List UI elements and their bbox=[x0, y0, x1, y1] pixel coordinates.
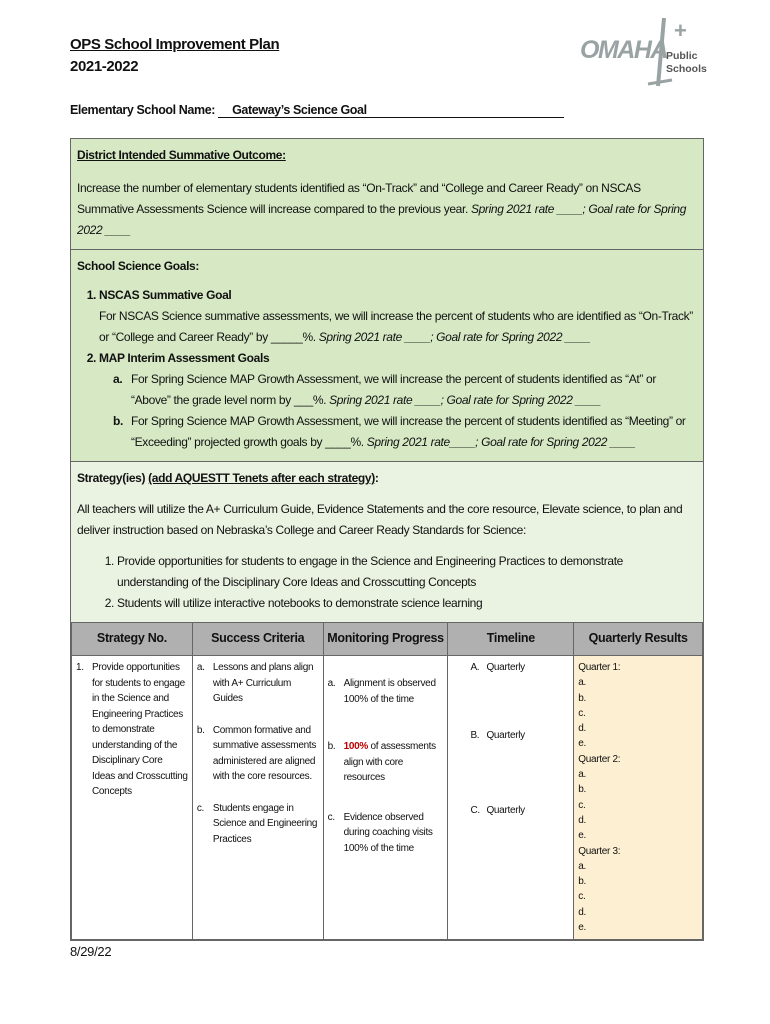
goal-nscas-title: NSCAS Summative Goal bbox=[99, 288, 232, 302]
result-item: d. bbox=[578, 723, 586, 735]
goal-nscas-body: For NSCAS Science summative assessments, we will increase the percent of students who are identified as “On-Track” or “College and Career Ready” by _____%. bbox=[99, 309, 693, 344]
district-outcome-rates: Spring 2021 rate ____; Goal rate for Spring 2022 ____ bbox=[77, 202, 687, 237]
logo-word: OMAHA bbox=[580, 36, 667, 64]
district-outcome-body: Increase the number of elementary students identified as “On-Track” and “College and Career Ready” on NSCAS Summative Assessments Science will increase compared to the previous year. bbox=[77, 181, 641, 216]
result-item: d. bbox=[578, 814, 586, 826]
goal-map-a-marker: a. bbox=[113, 372, 123, 386]
goal-nscas-rates: Spring 2021 rate ____; Goal rate for Spring 2022 ____ bbox=[318, 330, 591, 344]
district-outcome-heading: District Intended Summative Outcome: bbox=[77, 148, 286, 162]
monitoring-marker: a. bbox=[327, 678, 336, 689]
monitoring-item bbox=[328, 676, 444, 707]
strategies-heading-c: : bbox=[374, 471, 379, 485]
monitoring-item bbox=[328, 739, 444, 786]
goal-nscas bbox=[99, 285, 697, 348]
strategies-heading-a: Strategy(ies) bbox=[77, 471, 149, 485]
school-goals-section bbox=[71, 250, 703, 462]
school-goals-heading: School Science Goals: bbox=[77, 259, 200, 273]
timeline-text: Quarterly bbox=[486, 662, 525, 673]
timeline-text: Quarterly bbox=[486, 729, 525, 741]
criteria-item bbox=[197, 801, 319, 848]
quarter-1-label: Quarter 1: bbox=[578, 662, 621, 673]
omaha-public-schools-logo bbox=[578, 14, 707, 94]
timeline-marker: B. bbox=[470, 729, 480, 741]
timeline-cell bbox=[448, 656, 574, 940]
goal-map-b bbox=[113, 411, 697, 453]
monitoring-marker: c. bbox=[327, 811, 335, 823]
district-outcome-section bbox=[71, 139, 703, 250]
strategy-text: Provide opportunities for students to engage in the Science and Engineering Practices to demonstrate understanding of the Disciplinary Core Ideas and Crosscutting Concepts bbox=[92, 662, 188, 797]
goal-map-b-marker: b. bbox=[113, 414, 123, 428]
monitoring-cell bbox=[323, 656, 448, 940]
logo-line2: Schools bbox=[666, 63, 707, 75]
strategy-item: 2. Students will utilize interactive notebooks to demonstrate science learning bbox=[117, 593, 697, 614]
col-strategy-no: Strategy No. bbox=[72, 623, 193, 656]
result-item: b. bbox=[578, 784, 586, 796]
district-outcome-text bbox=[77, 178, 697, 241]
school-name-value: Gateway’s Science Goal bbox=[218, 103, 564, 118]
results-cell bbox=[574, 656, 703, 940]
result-item: a. bbox=[578, 769, 586, 781]
timeline-text: Quarterly bbox=[486, 805, 525, 816]
school-name-line bbox=[70, 103, 564, 118]
result-item: c. bbox=[578, 799, 586, 811]
table-row bbox=[72, 656, 703, 940]
school-name-label: Elementary School Name: bbox=[70, 103, 216, 117]
monitoring-text: Alignment is observed 100% of the time bbox=[343, 678, 436, 705]
timeline-item bbox=[470, 728, 569, 744]
goal-map-a-body: For Spring Science MAP Growth Assessment, we will increase the percent of students identified as “At” or “Above” the grade level norm by ___%. bbox=[131, 372, 656, 407]
goal-map-a-rates: Spring 2021 rate ____; Goal rate for Spring 2022 ____ bbox=[329, 393, 601, 407]
result-item: e. bbox=[578, 738, 586, 750]
strategy-item: 1. Provide opportunities for students to engage in the Science and Engineering Practices to demonstrate understanding of the Disciplinary Core Ideas and Crosscutting Concepts bbox=[117, 551, 697, 593]
result-item: b. bbox=[578, 692, 586, 704]
result-item: e. bbox=[578, 922, 586, 934]
quarter-2-label: Quarter 2: bbox=[578, 753, 621, 765]
result-item: e. bbox=[578, 830, 586, 842]
timeline-item bbox=[470, 660, 569, 676]
school-goals-list bbox=[77, 285, 697, 453]
goal-map-a bbox=[113, 369, 697, 411]
goal-map-sublist bbox=[99, 369, 697, 453]
timeline-marker: A. bbox=[470, 662, 480, 673]
strategies-section bbox=[71, 462, 703, 622]
criteria-marker: c. bbox=[196, 802, 205, 814]
monitoring-item bbox=[328, 810, 444, 857]
table-header-row bbox=[72, 623, 703, 656]
result-item: b. bbox=[578, 876, 586, 888]
timeline-marker: C. bbox=[470, 805, 480, 816]
monitoring-marker: b. bbox=[327, 741, 336, 752]
col-quarterly-results: Quarterly Results bbox=[574, 623, 703, 656]
col-monitoring-progress: Monitoring Progress bbox=[323, 623, 448, 656]
strategy-cell bbox=[72, 656, 193, 940]
goal-nscas-text bbox=[99, 306, 697, 348]
criteria-item bbox=[197, 723, 319, 785]
strategy-marker: 1. bbox=[76, 662, 84, 673]
monitoring-text: Evidence observed during coaching visits 100% of the time bbox=[343, 811, 433, 854]
strategy-table bbox=[71, 622, 703, 940]
goal-map-title: MAP Interim Assessment Goals bbox=[99, 351, 270, 365]
result-item: a. bbox=[578, 677, 586, 689]
goal-map-b-body: For Spring Science MAP Growth Assessment, we will increase the percent of students identified as “Meeting” or “Exceeding” projected growth goals by ____%. bbox=[131, 414, 686, 449]
result-item: c. bbox=[578, 891, 586, 903]
strategies-intro: All teachers will utilize the A+ Curriculum Guide, Evidence Statements and the core resource, Elevate science, to plan and deliver instruction based on Nebraska’s College and Career Ready Standards for Science: bbox=[77, 502, 683, 537]
logo-line1: Public bbox=[666, 50, 698, 62]
col-timeline: Timeline bbox=[448, 623, 574, 656]
criteria-item bbox=[197, 660, 319, 707]
criteria-cell bbox=[192, 656, 323, 940]
monitoring-highlight: 100% bbox=[343, 741, 369, 752]
criteria-marker: b. bbox=[196, 724, 205, 736]
strategies-heading-b: (add AQUESTT Tenets after each strategy) bbox=[148, 471, 375, 485]
monitoring-text: of assessments align with core resources bbox=[343, 741, 436, 783]
criteria-text: Lessons and plans align with A+ Curriculum Guides bbox=[212, 662, 314, 704]
page-title: OPS School Improvement Plan bbox=[70, 36, 280, 53]
quarter-3-label: Quarter 3: bbox=[578, 845, 621, 857]
criteria-text: Common formative and summative assessments administered are aligned with the core resources. bbox=[212, 724, 317, 782]
timeline-item bbox=[470, 803, 569, 819]
goal-map-b-rates: Spring 2021 rate____; Goal rate for Spring 2022 ____ bbox=[366, 435, 636, 449]
improvement-plan-frame bbox=[70, 138, 704, 941]
footer-date: 8/29/22 bbox=[70, 944, 112, 959]
strategies-heading bbox=[77, 468, 697, 489]
result-item: c. bbox=[578, 707, 586, 719]
logo-plus: + bbox=[674, 18, 687, 43]
strategies-list bbox=[77, 551, 697, 614]
plan-year: 2021-2022 bbox=[70, 58, 139, 75]
criteria-text: Students engage in Science and Engineering Practices bbox=[212, 802, 318, 845]
result-item: d. bbox=[578, 906, 586, 918]
result-item: a. bbox=[578, 860, 586, 872]
criteria-marker: a. bbox=[196, 662, 205, 673]
col-success-criteria: Success Criteria bbox=[192, 623, 323, 656]
goal-map bbox=[99, 348, 697, 453]
